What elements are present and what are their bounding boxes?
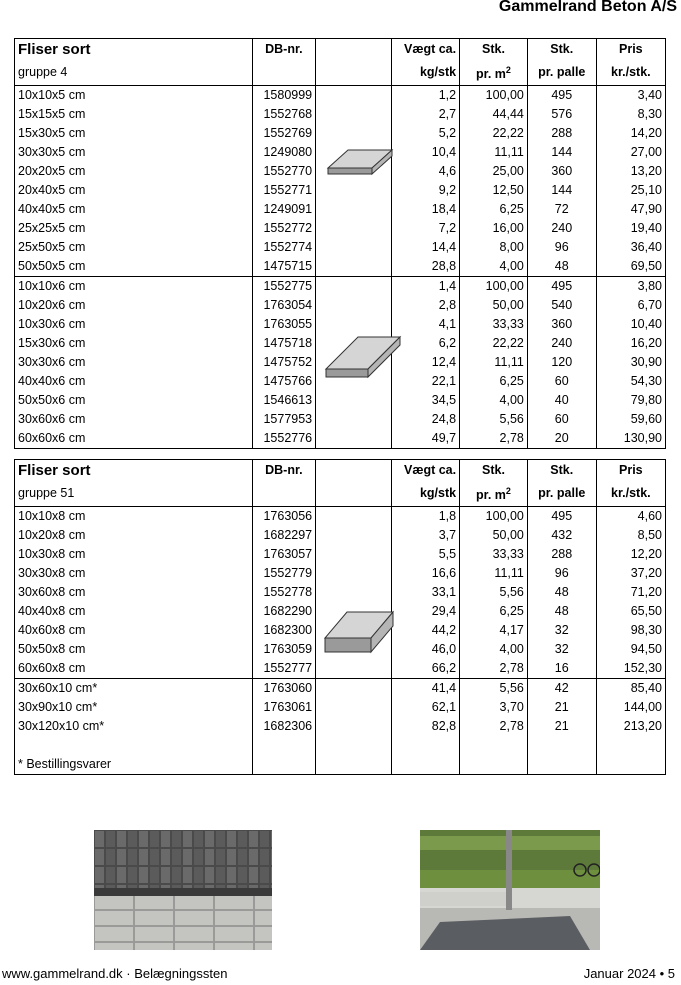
cell-stk-m2: 6,25 <box>460 200 528 219</box>
cell-stk-palle: 432 <box>527 526 596 545</box>
cell-db-nr: 1763056 <box>252 507 316 527</box>
spacer-cell <box>252 736 316 755</box>
cell-weight: 3,7 <box>392 526 460 545</box>
cell-db-nr: 1763059 <box>252 640 316 659</box>
cell-stk-m2: 5,56 <box>460 583 528 602</box>
cell-image <box>316 200 392 219</box>
note-cell <box>527 755 596 774</box>
cell-stk-m2: 22,22 <box>460 334 528 353</box>
cell-stk-m2: 4,00 <box>460 257 528 277</box>
cell-stk-m2: 25,00 <box>460 162 528 181</box>
cell-price: 8,30 <box>596 105 665 124</box>
cell-weight: 2,8 <box>392 296 460 315</box>
cell-db-nr: 1552768 <box>252 105 316 124</box>
cell-stk-m2: 22,22 <box>460 124 528 143</box>
cell-stk-m2: 11,11 <box>460 353 528 372</box>
table-row <box>15 238 665 257</box>
cell-stk-palle: 360 <box>527 315 596 334</box>
cell-price: 36,40 <box>596 238 665 257</box>
cell-stk-m2: 11,11 <box>460 143 528 162</box>
table-row <box>15 698 665 717</box>
cell-stk-palle: 72 <box>527 200 596 219</box>
table-row <box>15 277 665 297</box>
tile-6cm-icon <box>324 333 402 385</box>
cell-price: 3,80 <box>596 277 665 297</box>
cell-weight: 12,4 <box>392 353 460 372</box>
header-db: DB-nr. <box>252 39 316 60</box>
cell-stk-palle: 495 <box>527 86 596 106</box>
header-db-2 <box>252 60 316 86</box>
header-price: Pris <box>596 39 665 60</box>
table-row <box>15 257 665 277</box>
cell-weight: 41,4 <box>392 679 460 699</box>
cell-image <box>316 277 392 297</box>
cell-stk-m2: 50,00 <box>460 526 528 545</box>
cell-weight: 44,2 <box>392 621 460 640</box>
cell-image <box>316 507 392 527</box>
cell-stk-m2: 100,00 <box>460 277 528 297</box>
cell-weight: 66,2 <box>392 659 460 679</box>
cell-stk-m2: 2,78 <box>460 717 528 736</box>
note-cell <box>252 755 316 774</box>
cell-image <box>316 257 392 277</box>
header-palle-unit: pr. palle <box>527 60 596 86</box>
cell-image <box>316 564 392 583</box>
header-price-unit: kr./stk. <box>596 60 665 86</box>
note-cell <box>392 755 460 774</box>
cell-weight: 4,1 <box>392 315 460 334</box>
header-palle-unit: pr. palle <box>527 481 596 507</box>
cell-price: 130,90 <box>596 429 665 448</box>
cell-stk-palle: 144 <box>527 143 596 162</box>
garden-photo-image <box>420 830 600 950</box>
cell-stk-palle: 576 <box>527 105 596 124</box>
cell-stk-m2: 8,00 <box>460 238 528 257</box>
cell-stk-palle: 40 <box>527 391 596 410</box>
table-row <box>15 296 665 315</box>
cell-size: 50x50x5 cm <box>18 259 86 274</box>
table-row <box>15 124 665 143</box>
cell-weight: 24,8 <box>392 410 460 429</box>
cell-size: 30x30x8 cm <box>18 566 86 581</box>
cell-db-nr: 1552771 <box>252 181 316 200</box>
cell-weight: 16,6 <box>392 564 460 583</box>
cell-price: 14,20 <box>596 124 665 143</box>
cell-image <box>316 105 392 124</box>
cell-size: 10x30x8 cm <box>18 547 86 562</box>
cell-stk-palle: 240 <box>527 219 596 238</box>
cell-db-nr: 1552777 <box>252 659 316 679</box>
cell-image <box>316 124 392 143</box>
cell-db-nr: 1580999 <box>252 86 316 106</box>
cell-image <box>316 659 392 679</box>
cell-db-nr: 1552779 <box>252 564 316 583</box>
footer-website: www.gammelrand.dk · Belægningssten <box>2 966 228 981</box>
cell-price: 27,00 <box>596 143 665 162</box>
cell-price: 71,20 <box>596 583 665 602</box>
cell-weight: 14,4 <box>392 238 460 257</box>
cell-image <box>316 545 392 564</box>
unit-sup: 2 <box>505 486 511 496</box>
tile-5cm-icon <box>326 144 394 180</box>
cell-db-nr: 1682300 <box>252 621 316 640</box>
cell-image <box>316 583 392 602</box>
cell-size: 50x50x6 cm <box>18 393 86 408</box>
cell-db-nr: 1763060 <box>252 679 316 699</box>
cell-stk-m2: 100,00 <box>460 86 528 106</box>
cell-db-nr: 1552776 <box>252 429 316 448</box>
header-row-2 <box>15 481 665 507</box>
cell-weight: 10,4 <box>392 143 460 162</box>
header-row <box>15 460 665 481</box>
unit-text: pr. m <box>476 488 506 503</box>
cell-stk-palle: 20 <box>527 429 596 448</box>
cell-price: 85,40 <box>596 679 665 699</box>
cell-stk-m2: 6,25 <box>460 602 528 621</box>
spacer-row <box>15 736 665 755</box>
cell-weight: 6,2 <box>392 334 460 353</box>
header-weight: Vægt ca. <box>392 460 460 481</box>
header-image <box>316 460 392 481</box>
cell-db-nr: 1475752 <box>252 353 316 372</box>
cell-db-nr: 1546613 <box>252 391 316 410</box>
spacer-cell <box>316 736 392 755</box>
cell-stk-palle: 240 <box>527 334 596 353</box>
cell-db-nr: 1763061 <box>252 698 316 717</box>
cell-db-nr: 1249091 <box>252 200 316 219</box>
cell-stk-m2: 16,00 <box>460 219 528 238</box>
cell-stk-m2: 12,50 <box>460 181 528 200</box>
table-row <box>15 391 665 410</box>
cell-stk-palle: 96 <box>527 238 596 257</box>
cell-price: 65,50 <box>596 602 665 621</box>
table-row <box>15 200 665 219</box>
header-db-2 <box>252 481 316 507</box>
cell-weight: 1,2 <box>392 86 460 106</box>
cell-size: 30x60x8 cm <box>18 585 86 600</box>
cell-stk-m2: 4,00 <box>460 391 528 410</box>
cell-stk-m2: 5,56 <box>460 679 528 699</box>
cell-weight: 1,8 <box>392 507 460 527</box>
cell-price: 79,80 <box>596 391 665 410</box>
cell-stk-palle: 60 <box>527 372 596 391</box>
note-cell <box>316 755 392 774</box>
tile-8cm-icon <box>323 608 395 658</box>
note-text: * Bestillingsvarer <box>18 757 112 772</box>
table-title: Fliser sort <box>18 41 91 58</box>
table-row <box>15 679 665 699</box>
table-row <box>15 181 665 200</box>
cell-image <box>316 296 392 315</box>
cell-stk-m2: 44,44 <box>460 105 528 124</box>
cell-db-nr: 1475718 <box>252 334 316 353</box>
cell-size: 15x30x6 cm <box>18 336 86 351</box>
cell-size: 10x10x6 cm <box>15 277 252 297</box>
cell-price: 47,90 <box>596 200 665 219</box>
table-row <box>15 545 665 564</box>
cell-stk-palle: 32 <box>527 621 596 640</box>
cell-price: 6,70 <box>596 296 665 315</box>
cell-weight: 28,8 <box>392 257 460 277</box>
cell-size: 25x25x5 cm <box>18 221 86 236</box>
unit-sup: 2 <box>505 65 511 75</box>
cell-size: 20x40x5 cm <box>18 183 86 198</box>
cell-weight: 33,1 <box>392 583 460 602</box>
cell-stk-palle: 495 <box>527 277 596 297</box>
header-stk-palle: Stk. <box>527 39 596 60</box>
cell-size: 10x20x8 cm <box>18 528 86 543</box>
cell-weight: 29,4 <box>392 602 460 621</box>
cell-weight: 1,4 <box>392 277 460 297</box>
cell-stk-palle: 144 <box>527 181 596 200</box>
cell-stk-palle: 96 <box>527 564 596 583</box>
cell-price: 54,30 <box>596 372 665 391</box>
table-row <box>15 429 665 448</box>
note-cell <box>596 755 665 774</box>
table-row <box>15 526 665 545</box>
cell-db-nr: 1552769 <box>252 124 316 143</box>
cell-db-nr: 1763055 <box>252 315 316 334</box>
table-group: gruppe 4 <box>18 65 68 80</box>
cell-stk-m2: 3,70 <box>460 698 528 717</box>
header-row-2 <box>15 60 665 86</box>
cell-weight: 5,5 <box>392 545 460 564</box>
header-db: DB-nr. <box>252 460 316 481</box>
cell-size: 10x10x8 cm <box>15 507 252 527</box>
cell-size: 60x60x6 cm <box>18 431 86 446</box>
cell-stk-palle: 21 <box>527 717 596 736</box>
cell-db-nr: 1552770 <box>252 162 316 181</box>
cell-stk-palle: 60 <box>527 410 596 429</box>
cell-price: 213,20 <box>596 717 665 736</box>
header-stk-palle: Stk. <box>527 460 596 481</box>
cell-price: 144,00 <box>596 698 665 717</box>
cell-stk-palle: 360 <box>527 162 596 181</box>
header-weight-unit: kg/stk <box>392 60 460 86</box>
table-row <box>15 583 665 602</box>
cell-size: 10x30x6 cm <box>18 317 86 332</box>
cell-image <box>316 717 392 736</box>
cell-size: 30x60x10 cm* <box>15 679 252 699</box>
cell-image <box>316 315 392 334</box>
cell-stk-m2: 50,00 <box>460 296 528 315</box>
cell-weight: 4,6 <box>392 162 460 181</box>
table-group: gruppe 51 <box>18 486 75 501</box>
spacer-cell <box>392 736 460 755</box>
cell-price: 69,50 <box>596 257 665 277</box>
spacer-cell <box>596 736 665 755</box>
cell-size: 30x120x10 cm* <box>18 719 105 734</box>
header-row <box>15 39 665 60</box>
cell-price: 30,90 <box>596 353 665 372</box>
header-weight: Vægt ca. <box>392 39 460 60</box>
note-row <box>15 755 665 774</box>
header-price-unit: kr./stk. <box>596 481 665 507</box>
cell-weight: 2,7 <box>392 105 460 124</box>
cell-db-nr: 1475766 <box>252 372 316 391</box>
cell-stk-m2: 4,17 <box>460 621 528 640</box>
cell-price: 13,20 <box>596 162 665 181</box>
cell-stk-m2: 33,33 <box>460 315 528 334</box>
cell-db-nr: 1763054 <box>252 296 316 315</box>
cell-price: 37,20 <box>596 564 665 583</box>
cell-image <box>316 181 392 200</box>
cell-db-nr: 1682297 <box>252 526 316 545</box>
cell-db-nr: 1552774 <box>252 238 316 257</box>
cell-stk-m2: 4,00 <box>460 640 528 659</box>
cell-price: 16,20 <box>596 334 665 353</box>
cell-weight: 34,5 <box>392 391 460 410</box>
cell-size: 15x30x5 cm <box>18 126 86 141</box>
cell-db-nr: 1577953 <box>252 410 316 429</box>
cell-db-nr: 1552772 <box>252 219 316 238</box>
cell-size: 10x10x5 cm <box>15 86 252 106</box>
cell-image <box>316 698 392 717</box>
cell-size: 40x40x8 cm <box>18 604 86 619</box>
cell-stk-m2: 2,78 <box>460 429 528 448</box>
table-row <box>15 717 665 736</box>
unit-text: pr. m <box>476 67 506 82</box>
cell-stk-palle: 288 <box>527 545 596 564</box>
cell-stk-m2: 33,33 <box>460 545 528 564</box>
header-stk-m2: Stk. <box>460 460 528 481</box>
table-row <box>15 564 665 583</box>
cell-price: 152,30 <box>596 659 665 679</box>
cell-weight: 9,2 <box>392 181 460 200</box>
table-row <box>15 86 665 106</box>
cell-stk-palle: 16 <box>527 659 596 679</box>
table-row <box>15 219 665 238</box>
cell-db-nr: 1475715 <box>252 257 316 277</box>
cell-stk-m2: 100,00 <box>460 507 528 527</box>
cell-db-nr: 1249080 <box>252 143 316 162</box>
cell-image <box>316 679 392 699</box>
cell-image <box>316 391 392 410</box>
cell-image <box>316 429 392 448</box>
cell-stk-palle: 120 <box>527 353 596 372</box>
price-table-group-4 <box>15 39 665 448</box>
header-image-2 <box>316 481 392 507</box>
cell-db-nr: 1682306 <box>252 717 316 736</box>
footer-date-page: Januar 2024 • 5 <box>583 966 675 981</box>
cell-image <box>316 238 392 257</box>
cell-weight: 82,8 <box>392 717 460 736</box>
cell-price: 12,20 <box>596 545 665 564</box>
header-stk-m2-unit <box>460 60 528 86</box>
cell-weight: 5,2 <box>392 124 460 143</box>
cell-weight: 7,2 <box>392 219 460 238</box>
table-row <box>15 105 665 124</box>
paving-photo-image <box>94 830 272 950</box>
cell-size: 10x20x6 cm <box>18 298 86 313</box>
cell-price: 19,40 <box>596 219 665 238</box>
cell-price: 94,50 <box>596 640 665 659</box>
cell-stk-m2: 6,25 <box>460 372 528 391</box>
cell-price: 25,10 <box>596 181 665 200</box>
cell-weight: 62,1 <box>392 698 460 717</box>
cell-db-nr: 1552778 <box>252 583 316 602</box>
cell-stk-m2: 2,78 <box>460 659 528 679</box>
cell-db-nr: 1552775 <box>252 277 316 297</box>
cell-stk-m2: 5,56 <box>460 410 528 429</box>
cell-image <box>316 410 392 429</box>
cell-size: 50x50x8 cm <box>18 642 86 657</box>
cell-image <box>316 526 392 545</box>
brand-name: Gammelrand Beton A/S <box>498 0 677 15</box>
cell-size: 30x30x6 cm <box>18 355 86 370</box>
cell-weight: 49,7 <box>392 429 460 448</box>
cell-db-nr: 1763057 <box>252 545 316 564</box>
note-cell <box>460 755 528 774</box>
table-row <box>15 507 665 527</box>
cell-image <box>316 219 392 238</box>
cell-price: 10,40 <box>596 315 665 334</box>
header-image <box>316 39 392 60</box>
table-row <box>15 410 665 429</box>
cell-stk-palle: 540 <box>527 296 596 315</box>
cell-db-nr: 1682290 <box>252 602 316 621</box>
cell-price: 3,40 <box>596 86 665 106</box>
cell-stk-palle: 21 <box>527 698 596 717</box>
table-row <box>15 659 665 679</box>
cell-weight: 22,1 <box>392 372 460 391</box>
cell-stk-palle: 48 <box>527 583 596 602</box>
cell-size: 40x40x5 cm <box>18 202 86 217</box>
spacer-cell <box>527 736 596 755</box>
header-image-2 <box>316 60 392 86</box>
cell-price: 59,60 <box>596 410 665 429</box>
cell-size: 30x60x6 cm <box>18 412 86 427</box>
cell-size: 15x15x5 cm <box>18 107 86 122</box>
cell-size: 40x40x6 cm <box>18 374 86 389</box>
cell-price: 4,60 <box>596 507 665 527</box>
cell-weight: 18,4 <box>392 200 460 219</box>
garden-scene-icon <box>420 830 600 950</box>
cell-size: 20x20x5 cm <box>18 164 86 179</box>
table-title: Fliser sort <box>18 462 91 479</box>
cell-stk-palle: 48 <box>527 602 596 621</box>
cell-price: 8,50 <box>596 526 665 545</box>
header-price: Pris <box>596 460 665 481</box>
cell-size: 40x60x8 cm <box>18 623 86 638</box>
cell-size: 30x90x10 cm* <box>18 700 98 715</box>
cell-stk-palle: 495 <box>527 507 596 527</box>
cell-stk-m2: 11,11 <box>460 564 528 583</box>
cell-weight: 46,0 <box>392 640 460 659</box>
cell-stk-palle: 42 <box>527 679 596 699</box>
cell-stk-palle: 288 <box>527 124 596 143</box>
spacer-cell <box>460 736 528 755</box>
header-stk-m2: Stk. <box>460 39 528 60</box>
cell-price: 98,30 <box>596 621 665 640</box>
paving-pattern-icon <box>94 830 272 950</box>
header-stk-m2-unit <box>460 481 528 507</box>
cell-size: 30x30x5 cm <box>18 145 86 160</box>
cell-size: 25x50x5 cm <box>18 240 86 255</box>
cell-image <box>316 86 392 106</box>
table-row <box>15 315 665 334</box>
cell-stk-palle: 48 <box>527 257 596 277</box>
spacer-cell <box>15 736 252 755</box>
header-weight-unit: kg/stk <box>392 481 460 507</box>
cell-stk-palle: 32 <box>527 640 596 659</box>
cell-size: 60x60x8 cm <box>18 661 86 676</box>
